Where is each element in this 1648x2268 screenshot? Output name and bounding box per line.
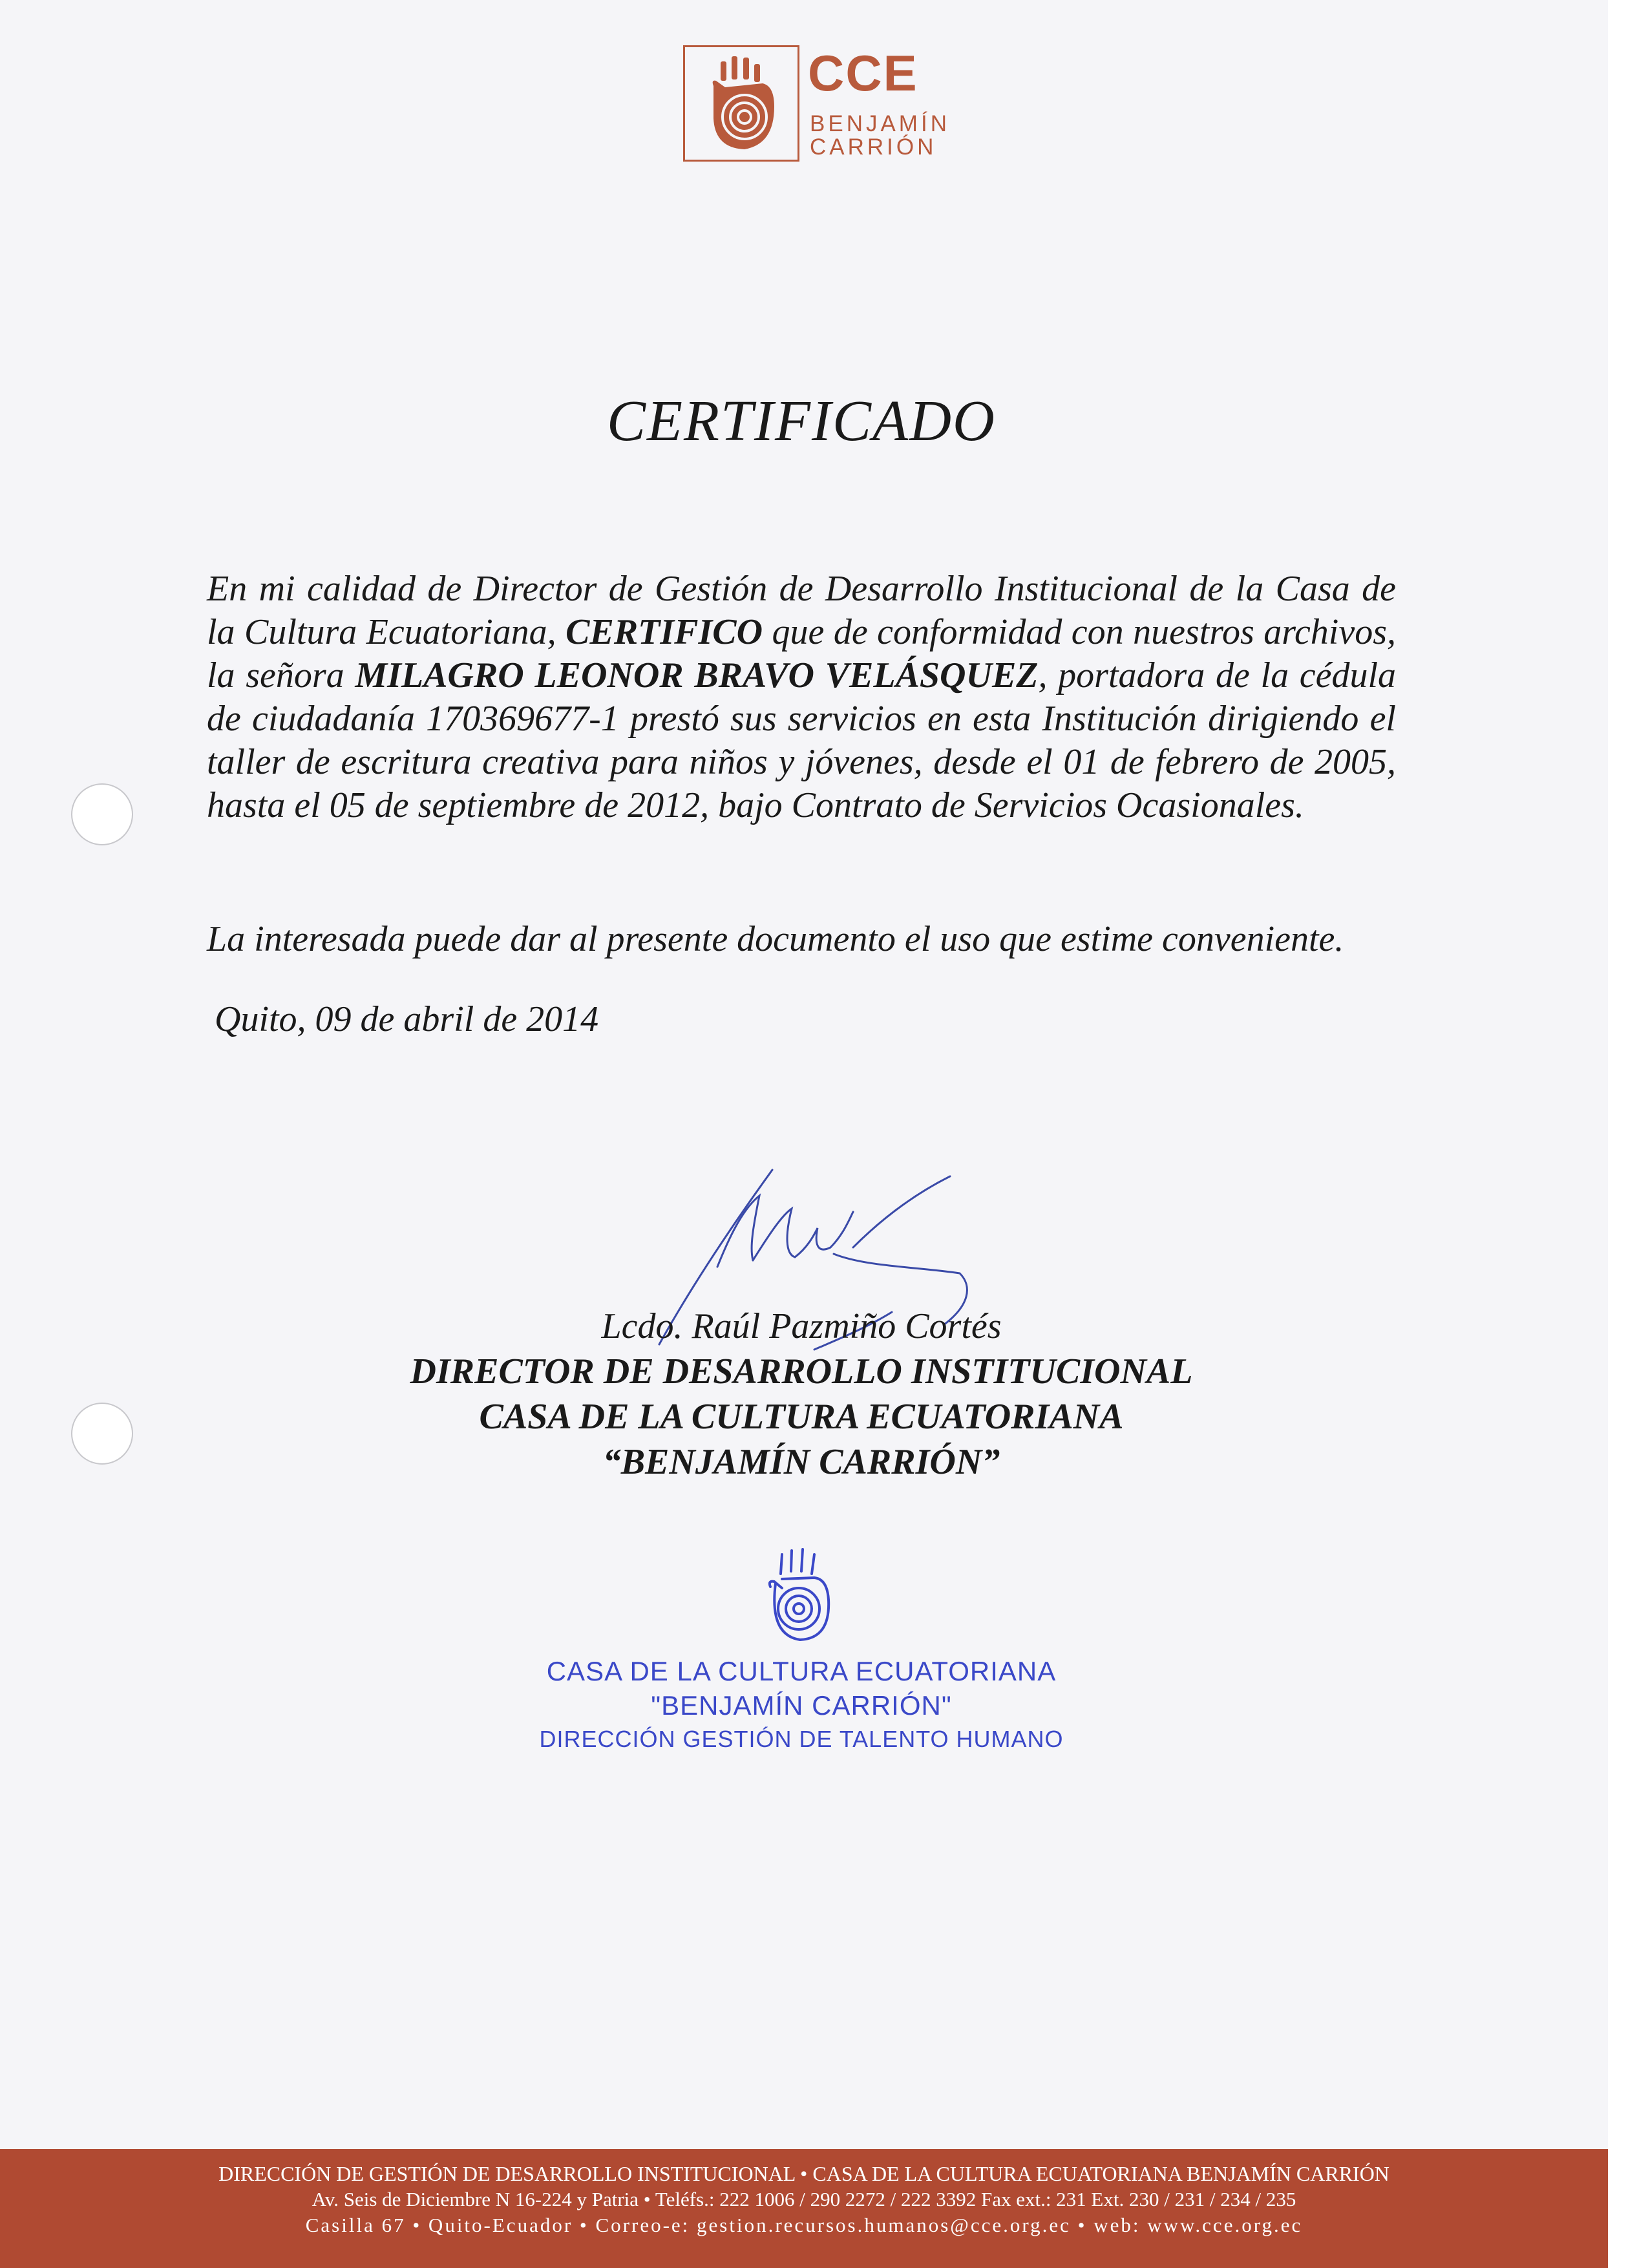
logo-name-line1: BENJAMÍN: [810, 111, 950, 136]
footer-department: DIRECCIÓN DE GESTIÓN DE DESARROLLO INSTITUCIONAL • CASA DE LA CULTURA ECUATORIANA BENJAMÍN CARRIÓN: [218, 2162, 1389, 2185]
stamp-institution: CASA DE LA CULTURA ECUATORIANA: [546, 1656, 1057, 1686]
certifico-keyword: CERTIFICO: [565, 612, 763, 652]
signatory-institution-name: “BENJAMÍN CARRIÓN”: [602, 1442, 1000, 1482]
place-date: Quito, 09 de abril de 2014: [215, 999, 599, 1039]
paragraph-text-1: En mi calidad de Director de Gestión de Desarrollo Institucional de la Casa de la Cultura Ecuatoriana,: [207, 569, 1396, 652]
logo-name-line2: CARRIÓN: [810, 134, 937, 160]
usage-paragraph: La interesada puede dar al presente documento el uso que estime conveniente.: [207, 919, 1344, 959]
signatory-institution: CASA DE LA CULTURA ECUATORIANA: [479, 1397, 1124, 1437]
paragraph-text-3: , portadora de la cédula de ciudadanía 170369677-1 prestó sus servicios en esta Institución dirigiendo el taller de escritura creativa para niños y jóvenes, desde el 01 de febrero de 2005, hasta el 05 de septiembre de 2012, bajo Contrato de Servicios Ocasionales.: [207, 655, 1397, 825]
hand-spiral-stamp-icon: [756, 1548, 840, 1645]
scan-margin: [1608, 0, 1648, 2268]
signatory-name: Lcdo. Raúl Pazmiño Cortés: [601, 1306, 1002, 1346]
footer-address-phones: Av. Seis de Diciembre N 16-224 y Patria • Teléfs.: 222 1006 / 290 2272 / 222 3392 Fax ext.: 231 Ext. 230 / 231 / 234 / 235: [312, 2188, 1296, 2210]
document-title: CERTIFICADO: [607, 389, 996, 453]
footer-contact: Casilla 67 • Quito-Ecuador • Correo-e: gestion.recursos.humanos@cce.org.ec • web: www.cce.org.ec: [305, 2214, 1303, 2236]
stamp-department: DIRECCIÓN GESTIÓN DE TALENTO HUMANO: [539, 1726, 1064, 1752]
punch-hole-top: [71, 783, 133, 845]
hand-spiral-logo-icon: [685, 47, 798, 160]
paragraph-text-2: que de conformidad con nuestros archivos, la señora: [207, 612, 1396, 695]
certification-paragraph: [207, 567, 1396, 827]
employee-name: MILAGRO LEONOR BRAVO VELÁSQUEZ: [355, 655, 1039, 695]
stamp-institution-name: "BENJAMÍN CARRIÓN": [651, 1690, 952, 1721]
letterhead-logo: [683, 45, 799, 162]
letterhead-footer: [0, 2149, 1608, 2268]
logo-acronym: CCE: [808, 45, 918, 101]
signatory-title: DIRECTOR DE DESARROLLO INSTITUCIONAL: [410, 1351, 1193, 1392]
